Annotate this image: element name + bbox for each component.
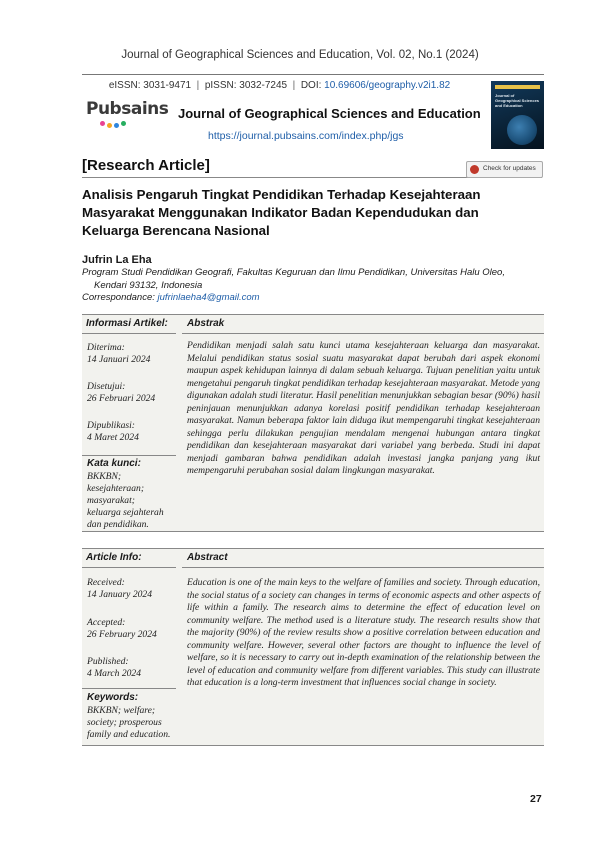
received-label: Diterima: (87, 342, 125, 353)
correspondence (82, 292, 260, 303)
article-type: [Research Article] (82, 157, 210, 174)
keyword-line: dan pendidikan. (87, 519, 149, 530)
keywords-list (87, 705, 179, 741)
correspondence-label: Correspondance: (82, 292, 155, 303)
issn-line (82, 80, 477, 91)
journal-cover-image (491, 81, 544, 149)
logo-dot-icon (107, 123, 112, 128)
keyword-line: BKKBN; welfare; (87, 705, 156, 716)
logo-dot-icon (114, 123, 119, 128)
published-date: 4 Maret 2024 (87, 432, 139, 443)
divider (82, 455, 176, 456)
publisher-logo (86, 97, 169, 131)
accepted-date: 26 Februari 2024 (87, 393, 156, 404)
doi-label: DOI: (300, 80, 322, 91)
article-info-header: Article Info: (86, 552, 142, 563)
pissn: pISSN: 3032-7245 (204, 80, 288, 91)
author-name: Jufrin La Eha (82, 254, 152, 266)
published-label: Published: (87, 656, 129, 667)
divider (82, 567, 176, 568)
affiliation-line: Kendari 93132, Indonesia (94, 280, 203, 291)
check-updates-label: Check for updates (483, 165, 536, 172)
abstract-text: Education is one of the main keys to the welfare of families and society. Through education, the social status of a society can changes in terms of economic aspects and other aspects of life within a family. The research aims to determine the effect of education level on community welfare. The method used is a literature study. The research results show that the majority (90%) of the review results show a positive correlation between education and community welfare. However, several other factors are thought to influence the level of welfare, so it is necessary to carry out in-depth examination of the relationship between the level of education and community welfare from different variables. This study can illustrate that education is a long-term investment that influences social change in society. (187, 577, 540, 688)
check-for-updates-button[interactable] (466, 161, 543, 178)
abstract-header: Abstract (187, 552, 228, 563)
journal-masthead (82, 74, 544, 145)
cover-accent-bar (495, 85, 540, 89)
eissn: eISSN: 3031-9471 (108, 80, 192, 91)
divider (182, 333, 544, 334)
logo-dot-icon (121, 121, 126, 126)
divider (182, 567, 544, 568)
accepted-label: Disetujui: (87, 381, 126, 392)
divider (82, 688, 176, 689)
check-updates-icon (470, 165, 479, 174)
keywords-header: Keywords: (87, 692, 139, 703)
journal-title: Journal of Geographical Sciences and Education (178, 106, 481, 121)
informasi-artikel-header: Informasi Artikel: (86, 318, 168, 329)
affiliation-line: Program Studi Pendidikan Geografi, Fakultas Keguruan dan Ilmu Pendidikan, Universitas Halu Oleo, (82, 267, 505, 278)
published-label: Dipublikasi: (87, 420, 135, 431)
globe-icon (507, 115, 537, 145)
separator: | (289, 80, 299, 91)
logo-dot-icon (100, 121, 105, 126)
author-affiliation (82, 266, 542, 292)
kata-kunci-header: Kata kunci: (87, 458, 141, 469)
abstrak-header: Abstrak (187, 318, 225, 329)
received-date: 14 January 2024 (87, 589, 153, 600)
running-header: Journal of Geographical Sciences and Education, Vol. 02, No.1 (2024) (121, 49, 479, 61)
cover-title: Journal of Geographical Sciences and Education (495, 93, 540, 108)
keyword-line: kesejahteraan; (87, 483, 145, 494)
keywords-list (87, 471, 179, 531)
accepted-label: Accepted: (87, 617, 126, 628)
correspondence-email[interactable]: jufrinlaeha4@gmail.com (157, 292, 260, 303)
keyword-line: society; prosperous (87, 717, 162, 728)
published-date: 4 March 2024 (87, 668, 142, 679)
divider (82, 333, 176, 334)
article-title: Analisis Pengaruh Tingkat Pendidikan Terhadap Kesejahteraan Masyarakat Menggunakan Indikator Badan Kependudukan dan Keluarga Berencana Nasional (82, 187, 481, 238)
page-number: 27 (530, 793, 542, 805)
abstrak-text: Pendidikan menjadi salah satu kunci utama kesejahteraan keluarga dan masyarakat. Melalui pendidikan status sosial suatu masyarakat dapat berubah dari aspek ekonomi maupun aspek kehidupan lainnya di dalam sebuah keluarga. Tujuan penelitian yaitu untuk mengetahui pengaruh tingkat pendidikan terhadap kesejahteraan masyarakat. Metode yang digunakan adalah studi literatur. Hasil penelitian menunjukkan sebagian besar (90%) hasil peninjauan menunjukkan adanya korelasi positif pendidikan terhadap kesejahteraan masyarakat. Namun beberapa faktor lain diduga ikut mempengaruhi tingkat kesejahteraan sehingga perlu dilakukan pengujian mendalam mengenai hubungan antara tingkat pendidikan dan kesejahteraan masyarakat dari variabel yang berbeda. Studi ini dapat menjadi gambaran bahwa pendidikan adalah investasi jangka panjang yang ikut mempengaruhi perubahan sosial dalam lingkungan masyarakat. (187, 340, 540, 476)
received-label: Received: (87, 577, 125, 588)
journal-url[interactable]: https://journal.pubsains.com/index.php/jgs (208, 130, 404, 142)
keyword-line: family and education. (87, 729, 171, 740)
accepted-date: 26 February 2024 (87, 629, 157, 640)
keyword-line: BKKBN; (87, 471, 122, 482)
logo-wordmark: Pubsains (86, 99, 169, 119)
keyword-line: masyarakat; (87, 495, 135, 506)
doi-link[interactable]: 10.69606/geography.v2i1.82 (324, 80, 451, 91)
received-date: 14 Januari 2024 (87, 354, 151, 365)
keyword-line: keluarga sejahterah (87, 507, 164, 518)
separator: | (193, 80, 203, 91)
